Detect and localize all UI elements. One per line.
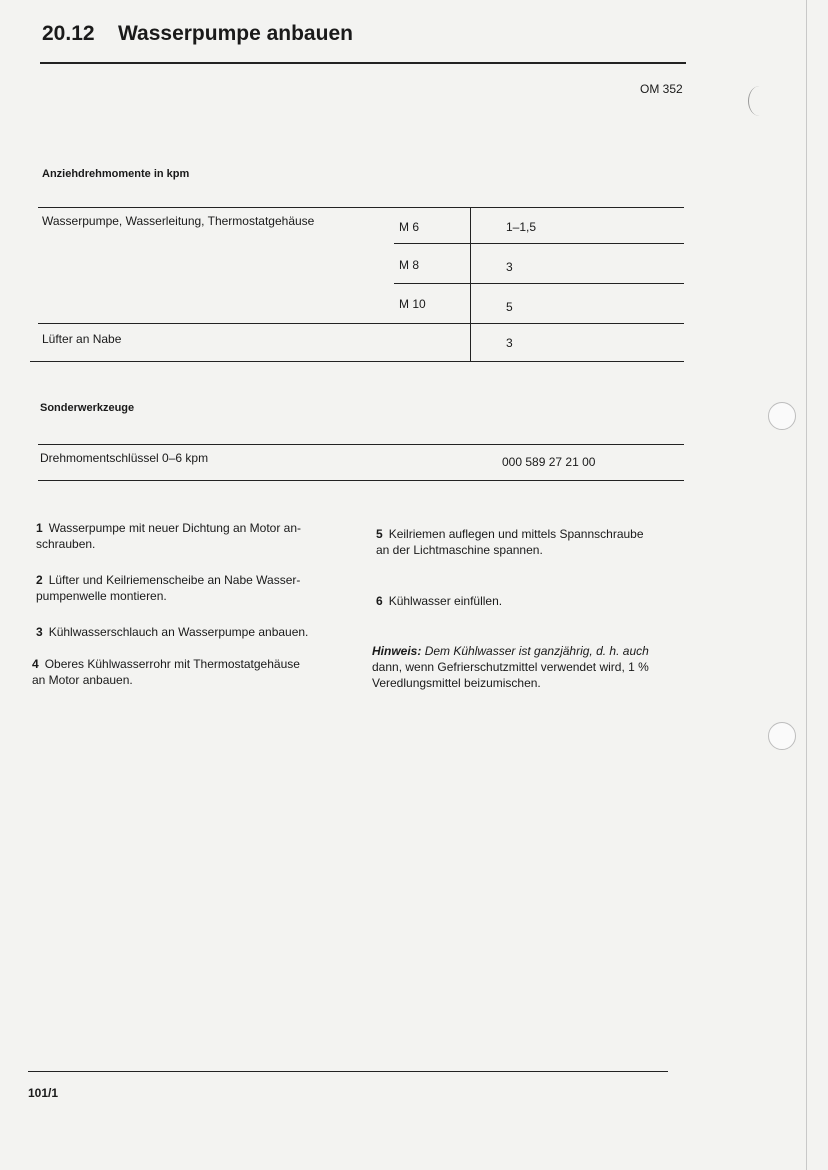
hint-label: Hinweis: (372, 644, 422, 658)
torque-value: 5 (506, 300, 513, 314)
step-3 (36, 624, 356, 640)
footer-rule (28, 1071, 668, 1072)
title-rule (40, 62, 686, 64)
binder-curl-mark (748, 86, 771, 116)
torque-part: Lüfter an Nabe (42, 332, 122, 346)
tools-top-rule (38, 444, 684, 445)
page-number: 101/1 (28, 1086, 59, 1100)
step-text: Lüfter und Keilriemenscheibe an Nabe Wasser- (48, 573, 301, 587)
torque-value: 1–1,5 (506, 220, 537, 234)
step-text: Wasserpumpe mit neuer Dichtung an Motor an- (48, 521, 302, 535)
step-number: 3 (36, 625, 43, 639)
step-5 (376, 526, 696, 558)
torque-row-rule (394, 283, 684, 284)
tool-number: 000 589 27 21 00 (502, 455, 596, 469)
torque-value: 3 (506, 260, 513, 274)
torque-column-divider (470, 208, 471, 362)
step-number: 5 (376, 527, 383, 541)
torque-heading: Anziehdrehmomente in kpm (42, 168, 190, 180)
torque-thread: M 6 (399, 220, 420, 234)
torque-value: 3 (506, 336, 513, 350)
step-text: Kühlwasser einfüllen. (388, 594, 503, 608)
torque-thread: M 8 (399, 258, 420, 272)
hint-text: dann, wenn Gefrierschutzmittel verwendet wird, 1 % (372, 660, 649, 674)
step-text: an Motor anbauen. (32, 673, 133, 687)
step-text: schrauben. (36, 537, 96, 551)
tool-name: Drehmomentschlüssel 0–6 kpm (40, 451, 209, 465)
step-number: 2 (36, 573, 43, 587)
step-text: Keilriemen auflegen und mittels Spannschraube (388, 527, 644, 541)
step-number: 4 (32, 657, 39, 671)
tools-bottom-rule (38, 480, 684, 481)
punch-hole (768, 722, 796, 750)
step-text: Oberes Kühlwasserrohr mit Thermostatgehäuse (44, 657, 300, 671)
torque-row-rule (394, 243, 684, 244)
section-number: 20.12 (42, 22, 95, 45)
torque-thread: M 10 (399, 297, 426, 311)
engine-type: OM 352 (640, 82, 683, 96)
torque-top-rule (38, 207, 684, 208)
hint-text: Veredlungsmittel beizumischen. (372, 676, 541, 690)
step-text: an der Lichtmaschine spannen. (376, 543, 543, 557)
tools-heading: Sonderwerkzeuge (40, 402, 135, 414)
page-edge (806, 0, 807, 1170)
step-text: pumpenwelle montieren. (36, 589, 167, 603)
step-text: Kühlwasserschlauch an Wasserpumpe anbauen. (48, 625, 309, 639)
step-number: 6 (376, 594, 383, 608)
page-title: Wasserpumpe anbauen (118, 22, 353, 45)
step-2 (36, 572, 356, 604)
step-4 (32, 656, 362, 688)
punch-hole (768, 402, 796, 430)
step-1 (36, 520, 356, 552)
torque-row-rule (38, 323, 684, 324)
step-6 (376, 593, 696, 609)
hint-text: Dem Kühlwasser ist ganzjährig, d. h. auch (424, 644, 649, 658)
torque-bottom-rule (30, 361, 684, 362)
torque-part: Wasserpumpe, Wasserleitung, Thermostatgehäuse (42, 214, 315, 228)
hint-note (372, 643, 702, 691)
step-number: 1 (36, 521, 43, 535)
